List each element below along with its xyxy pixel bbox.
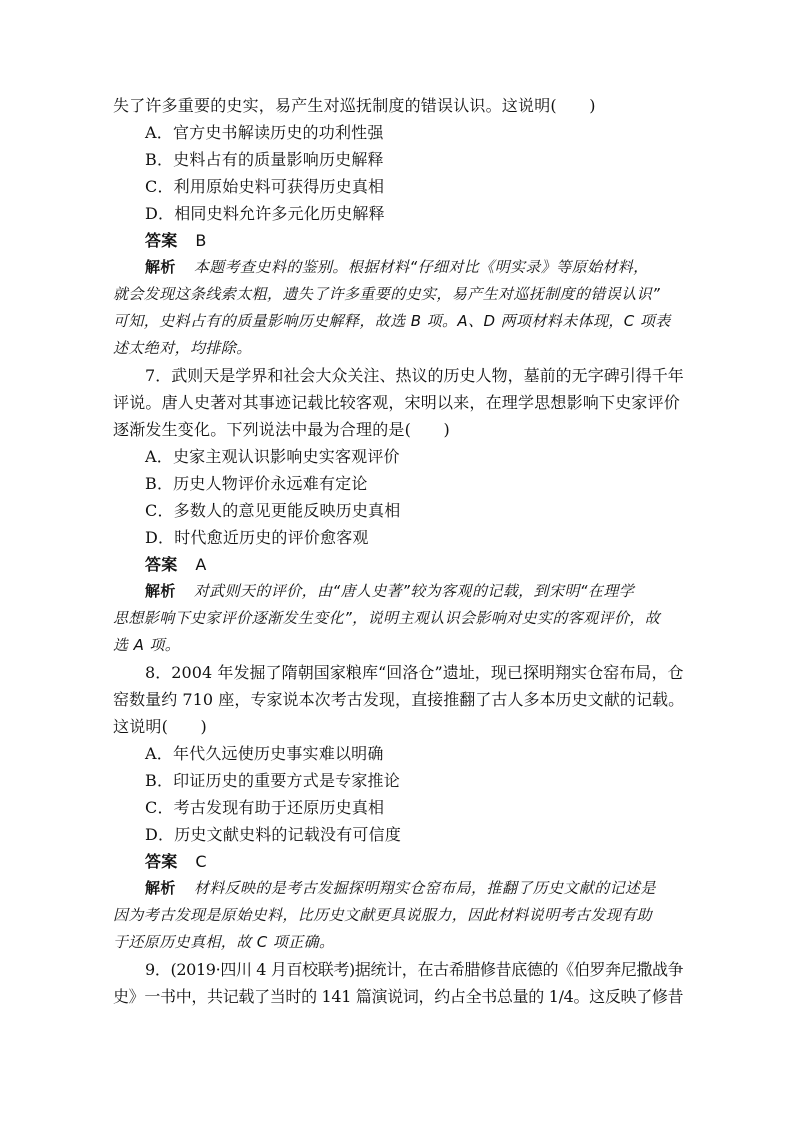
q7-option-b: B．历史人物评价永远难有定论 xyxy=(145,474,368,493)
q7-stem-line-1: 7．武则天是学界和社会大众关注、热议的历史人物，墓前的无字碑引得千年 xyxy=(145,366,684,385)
answer-value: C xyxy=(195,852,207,871)
q8-analysis-line-3: 于还原历史真相，故 C 项正确。 xyxy=(113,933,335,951)
q8-answer xyxy=(145,848,207,875)
q8-analysis-line-1 xyxy=(145,875,656,902)
q6-stem-line: 失了许多重要的史实，易产生对巡抚制度的错误认识。这说明( ) xyxy=(113,96,596,115)
q8-stem-line-1: 8．2004 年发掘了隋朝国家粮库“回洛仓”遗址，现已探明翔实仓窑布局，仓 xyxy=(145,663,684,682)
q8-option-c: C．考古发现有助于还原历史真相 xyxy=(145,798,385,817)
analysis-label: 解析 xyxy=(145,582,176,600)
answer-label: 答案 xyxy=(145,852,178,871)
q8-stem-line-3: 这说明( ) xyxy=(113,717,207,736)
q8-option-a: A．年代久远使历史事实难以明确 xyxy=(145,744,384,763)
q7-analysis-line-2: 思想影响下史家评价逐渐发生变化”，说明主观认识会影响对史实的客观评价，故 xyxy=(113,609,661,627)
q7-stem-line-3: 逐渐发生变化。下列说法中最为合理的是( ) xyxy=(113,420,450,439)
q6-option-a: A．官方史书解读历史的功利性强 xyxy=(145,123,384,142)
analysis-text: 材料反映的是考古发掘探明翔实仓窑布局，推翻了历史文献的记述是 xyxy=(193,879,656,897)
q6-analysis-line-1 xyxy=(145,254,649,281)
q6-option-b: B．史料占有的质量影响历史解释 xyxy=(145,150,384,169)
answer-value: B xyxy=(195,231,207,250)
q7-option-d: D．时代愈近历史的评价愈客观 xyxy=(145,528,369,547)
q6-analysis-line-3: 可知，史料占有的质量影响历史解释，故选 B 项。A、D 两项材料未体现，C 项表 xyxy=(113,312,671,330)
q6-analysis-line-4: 述太绝对，均排除。 xyxy=(113,339,252,357)
q7-stem-line-2: 评说。唐人史著对其事迹记载比较客观，宋明以来，在理学思想影响下史家评价 xyxy=(113,393,681,412)
q6-analysis-line-2: 就会发现这条线索太粗，遗失了许多重要的史实，易产生对巡抚制度的错误认识” xyxy=(113,285,661,303)
analysis-text: 对武则天的评价，由“唐人史著”较为客观的记载，到宋明“在理学 xyxy=(193,582,635,600)
answer-label: 答案 xyxy=(145,555,178,574)
q8-stem-line-2: 窑数量约 710 座，专家说本次考古发现，直接推翻了古人多本历史文献的记载。 xyxy=(113,690,685,709)
q6-option-d: D．相同史料允许多元化历史解释 xyxy=(145,204,385,223)
analysis-text: 本题考查史料的鉴别。根据材料“仔细对比《明实录》等原始材料， xyxy=(193,258,649,276)
q9-stem-line-2: 史》一书中，共记载了当时的 141 篇演说词，约占全书总量的 1/4。这反映了修昔 xyxy=(113,987,684,1006)
q6-answer xyxy=(145,227,207,254)
analysis-label: 解析 xyxy=(145,258,176,276)
q8-option-d: D．历史文献史料的记载没有可信度 xyxy=(145,825,402,844)
q8-analysis-line-2: 因为考古发现是原始史料，比历史文献更具说服力，因此材料说明考古发现有助 xyxy=(113,906,653,924)
q7-option-a: A．史家主观认识影响史实客观评价 xyxy=(145,447,400,466)
q7-option-c: C．多数人的意见更能反映历史真相 xyxy=(145,501,401,520)
q9-stem-line-1: 9．(2019·四川 4 月百校联考)据统计，在古希腊修昔底德的《伯罗奔尼撒战争 xyxy=(145,960,684,979)
q7-analysis-line-1 xyxy=(145,578,634,605)
q7-analysis-line-3: 选 A 项。 xyxy=(113,636,181,654)
analysis-label: 解析 xyxy=(145,879,176,897)
answer-value: A xyxy=(195,555,207,574)
q6-option-c: C．利用原始史料可获得历史真相 xyxy=(145,177,385,196)
q8-option-b: B．印证历史的重要方式是专家推论 xyxy=(145,771,400,790)
answer-label: 答案 xyxy=(145,231,178,250)
q7-answer xyxy=(145,551,207,578)
